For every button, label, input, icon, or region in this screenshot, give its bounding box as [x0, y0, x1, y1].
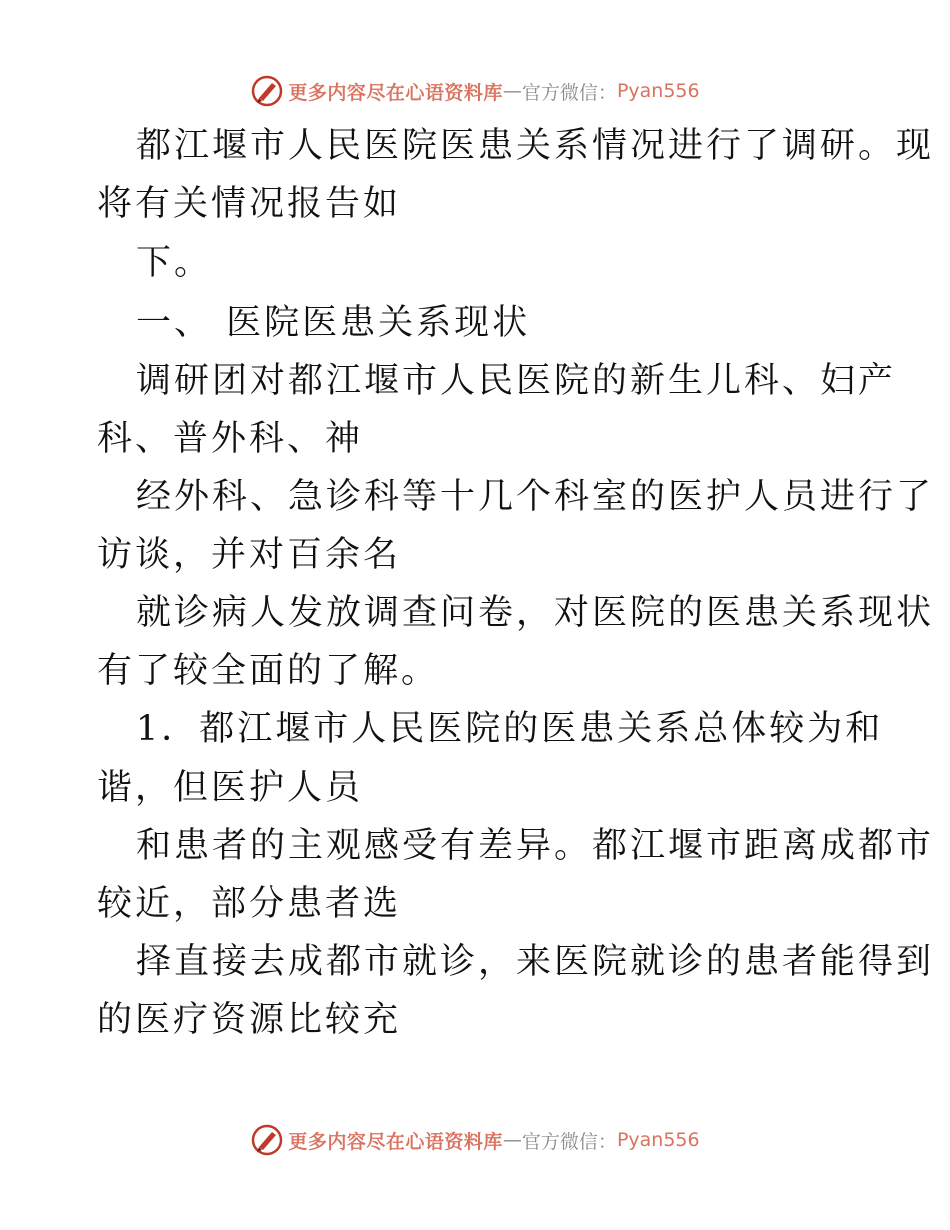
body-line: 择直接去成都市就诊，来医院就诊的患者能得到	[136, 942, 935, 982]
body-line: 经外科、急诊科等十几个科室的医护人员进行了	[136, 477, 935, 517]
body-line: 的医疗资源比较充	[97, 1000, 402, 1040]
body-line: 访谈，并对百余名	[97, 535, 402, 575]
footer-watermark	[0, 1120, 950, 1160]
watermark-label: 官方微信：	[521, 81, 617, 104]
body-line: 科、普外科、神	[97, 419, 364, 459]
body-line: 将有关情况报告如	[97, 184, 402, 224]
body-line: 就诊病人发放调查问卷，对医院的医患关系现状	[136, 593, 935, 633]
section-heading: 一、 医院医患关系现状	[136, 303, 531, 343]
body-line: 较近，部分患者选	[97, 884, 402, 924]
body-line: 下。	[136, 243, 213, 283]
body-line: 有了较全面的了解。	[97, 651, 440, 691]
body-line: 都江堰市人民医院医患关系情况进行了调研。现	[136, 126, 935, 166]
pen-logo-icon	[250, 74, 284, 108]
watermark-id: Pyan556	[616, 1129, 700, 1151]
watermark-brand: 更多内容尽在心语资料库	[288, 81, 503, 104]
body-line: 调研团对都江堰市人民医院的新生儿科、妇产	[136, 361, 897, 401]
body-line: 谐，但医护人员	[97, 768, 364, 808]
body-line: 1．都江堰市人民医院的医患关系总体较为和	[136, 709, 884, 749]
header-watermark	[0, 71, 950, 111]
body-line: 和患者的主观感受有差异。都江堰市距离成都市	[136, 826, 935, 866]
pen-logo-icon	[250, 1123, 284, 1157]
watermark-id: Pyan556	[616, 80, 700, 102]
watermark-label: 官方微信：	[521, 1130, 617, 1153]
watermark-dash: —	[502, 1129, 522, 1151]
watermark-dash: —	[502, 80, 522, 102]
watermark-brand: 更多内容尽在心语资料库	[288, 1130, 503, 1153]
